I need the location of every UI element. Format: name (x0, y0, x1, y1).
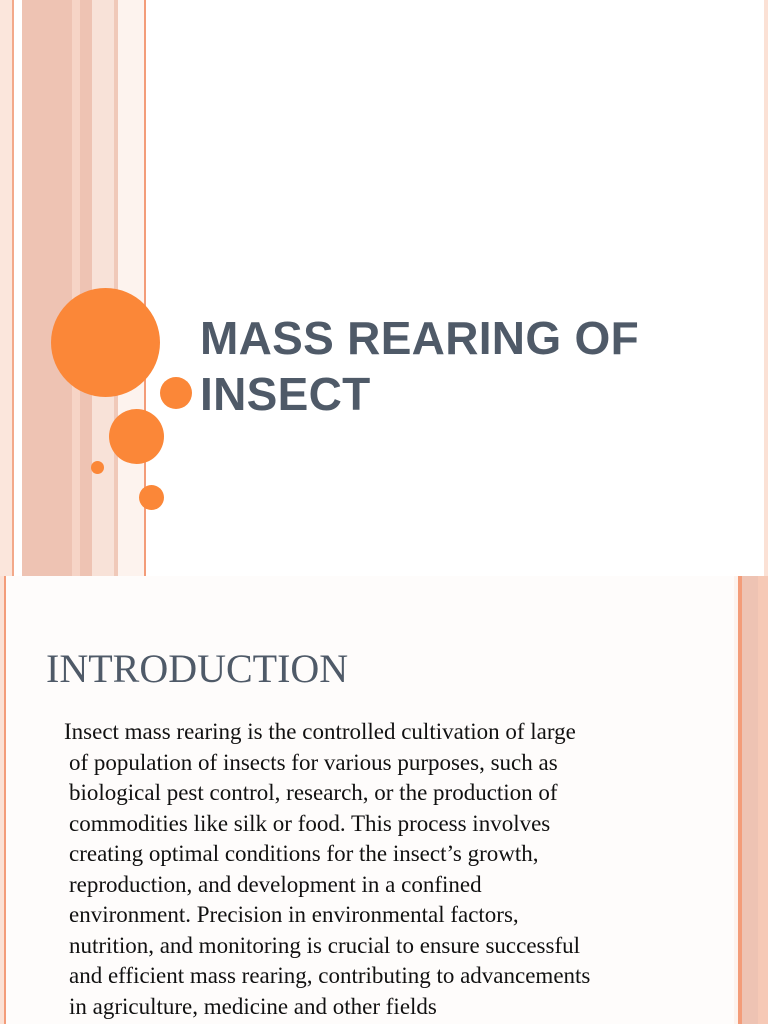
decorative-circle-large (51, 288, 160, 397)
intro-paragraph (64, 717, 704, 1022)
paragraph-line: biological pest control, research, or the production of (69, 780, 558, 805)
decorative-stripe (758, 576, 768, 1024)
decorative-circle-small (160, 377, 192, 409)
paragraph-line: of population of insects for various purposes, such as (69, 749, 558, 775)
decorative-circle-medium (109, 409, 164, 464)
section-title: INTRODUCTION (46, 646, 349, 691)
paragraph-line: and efficient mass rearing, contributing to advancements (69, 963, 591, 988)
paragraph-line: environment. Precision in environmental factors, (69, 902, 519, 927)
decorative-stripe (764, 0, 768, 576)
paragraph-line: nutrition, and monitoring is crucial to ensure successful (69, 932, 580, 958)
paragraph-line: commodities like silk or food. This process involves (69, 810, 551, 836)
decorative-stripe (742, 576, 758, 1024)
decorative-circle-tiny (91, 461, 104, 474)
slide-title (200, 310, 740, 422)
decorative-circle-small (139, 485, 164, 510)
paragraph-line: reproduction, and development in a confined (69, 871, 482, 897)
decorative-stripe (80, 0, 92, 576)
slide-title-line: INSECT (200, 368, 371, 420)
paragraph-line: in agriculture, medicine and other fields (69, 993, 437, 1019)
decorative-stripe (12, 0, 14, 576)
paragraph-line: Insect mass rearing is the controlled cultivation of large (64, 719, 576, 744)
slide-title-line: MASS REARING OF (200, 312, 639, 364)
decorative-stripe (72, 0, 80, 576)
decorative-stripe (22, 0, 72, 576)
decorative-stripe (0, 0, 12, 576)
decorative-stripe (4, 576, 6, 1024)
introduction-slide (0, 576, 768, 1024)
paragraph-line: creating optimal conditions for the insect’s growth, (69, 841, 539, 866)
